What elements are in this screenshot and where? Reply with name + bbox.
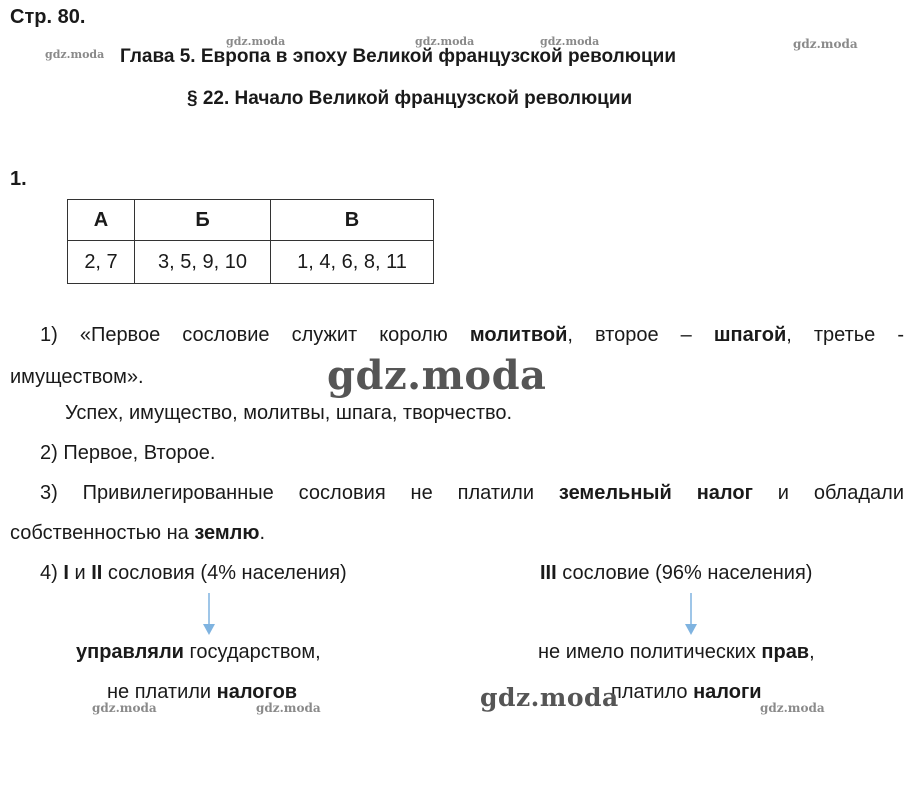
item1-answer: Успех, имущество, молитвы, шпага, творчество. [65,402,513,424]
bold-text: землю [194,522,260,544]
chapter-title: Глава 5. Европа в эпоху Великой французской революции [120,46,677,67]
table-header-cell: А [68,200,135,241]
item2: 2) Первое, Второе. [40,442,216,464]
text: , второе – [567,324,714,346]
bold-text: управляли [76,641,184,663]
bold-text: земельный налог [558,482,753,504]
item3-line1 [40,481,904,505]
item4-right-heading [540,561,812,585]
watermark: gdz.moda [226,35,286,48]
item1-line1 [40,323,904,347]
table-header-cell: В [271,200,434,241]
watermark: gdz.moda [45,48,105,61]
text: 1) «Первое сословие служит королю [40,324,470,346]
text: 4) [40,562,64,584]
table-header-row [68,200,434,241]
table-cell: 3, 5, 9, 10 [135,241,271,284]
text: , третье - [786,324,904,346]
page-label: Стр. 80. [10,6,86,28]
answer-table [67,199,434,284]
item4-left-line1 [76,640,321,664]
watermark: gdz.moda [256,701,321,715]
watermark-large: gdz.moda [480,683,619,712]
table-cell: 1, 4, 6, 8, 11 [271,241,434,284]
text: не платили [107,681,217,703]
text: . [259,522,266,544]
text: государством, [183,641,321,663]
text: собственностью на [10,522,195,544]
watermark: gdz.moda [760,701,825,715]
watermark: gdz.moda [540,35,600,48]
watermark: gdz.moda [92,701,157,715]
task-number: 1. [10,168,27,190]
bold-text: шпагой [713,324,787,346]
bold-text: прав [761,641,810,663]
table-header-cell: Б [135,200,271,241]
text: 3) Привилегированные сословия не платили [40,482,559,504]
bold-text: III [540,562,557,584]
text: сословия (4% населения) [102,562,347,584]
bold-text: налогов [216,681,298,703]
text: и обладали [752,482,904,504]
text: , [809,641,815,663]
text: сословие (96% населения) [556,562,813,584]
text: не имело политических [538,641,762,663]
item4-left-heading [40,561,347,585]
arrow-down-icon [683,593,699,637]
table-cell: 2, 7 [68,241,135,284]
bold-text: I [63,562,69,584]
watermark-large: gdz.moda [327,352,547,399]
text: платило [611,681,694,703]
item1-line2: имуществом». [10,366,144,388]
bold-text: молитвой [469,324,568,346]
item3-line2 [10,521,265,545]
watermark: gdz.moda [415,35,475,48]
table-row [68,241,434,284]
section-title: § 22. Начало Великой французской революции [187,88,633,109]
bold-text: налоги [693,681,762,703]
arrow-down-icon [201,593,217,637]
item4-right-line2 [611,680,762,704]
text: и [68,562,92,584]
bold-text: II [91,562,103,584]
item4-right-line1 [538,640,815,664]
watermark: gdz.moda [793,37,858,51]
